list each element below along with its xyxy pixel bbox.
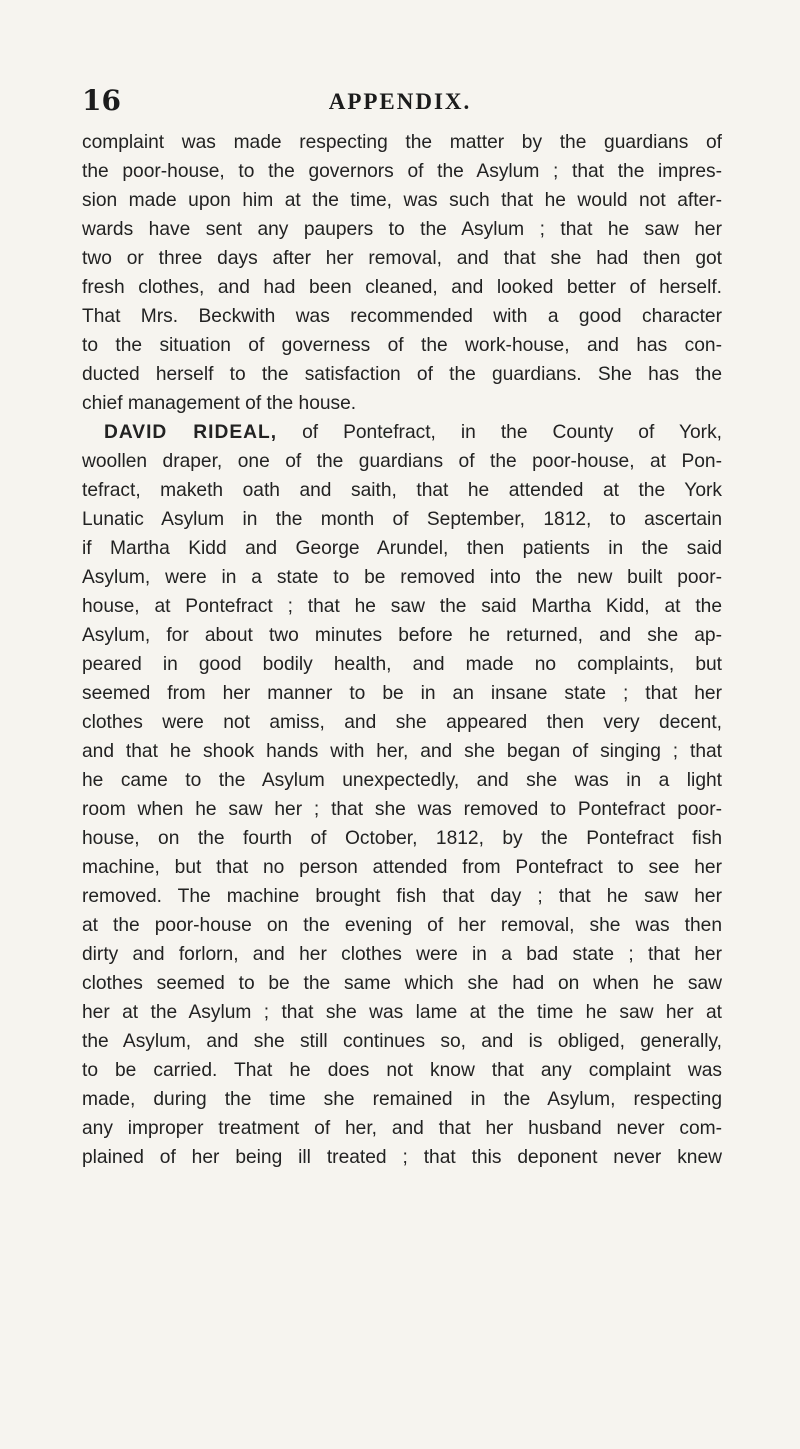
text-line: dirty and forlorn, and her clothes were in a bad state ; that her xyxy=(82,944,722,965)
text-line: That Mrs. Beckwith was recommended with a good character xyxy=(82,306,722,327)
text-line: any improper treatment of her, and that her husband never com- xyxy=(82,1118,722,1139)
text-line: seemed from her manner to be in an insane state ; that her xyxy=(82,683,722,704)
text-line: chief management of the house. xyxy=(82,393,357,414)
running-head: APPENDIX. xyxy=(328,89,472,114)
text-line: ducted herself to the satisfaction of the guardians. She has the xyxy=(82,364,722,385)
body-text xyxy=(82,128,722,1172)
page-number: 16 xyxy=(82,84,121,117)
text-line-deponent xyxy=(82,418,722,447)
text-line: plained of her being ill treated ; that this deponent never knew xyxy=(82,1147,722,1168)
text-line: house, at Pontefract ; that he saw the said Martha Kidd, at the xyxy=(82,596,722,617)
text-line: clothes seemed to be the same which she had on when he saw xyxy=(82,973,722,994)
text-line: woollen draper, one of the guardians of the poor-house, at Pon- xyxy=(82,451,722,472)
text-line: the poor-house, to the governors of the Asylum ; that the impres- xyxy=(82,161,722,182)
page-header xyxy=(82,84,718,118)
text-line: the Asylum, and she still continues so, and is obliged, generally, xyxy=(82,1031,722,1052)
text-line: room when he saw her ; that she was removed to Pontefract poor- xyxy=(82,799,722,820)
text-line: wards have sent any paupers to the Asylum ; that he saw her xyxy=(82,219,722,240)
text-line: and that he shook hands with her, and she began of singing ; that xyxy=(82,741,722,762)
text-line: sion made upon him at the time, was such that he would not after- xyxy=(82,190,722,211)
text-line: Asylum, for about two minutes before he returned, and she ap- xyxy=(82,625,722,646)
text-line: two or three days after her removal, and that she had then got xyxy=(82,248,722,269)
text-line: made, during the time she remained in the Asylum, respecting xyxy=(82,1089,722,1110)
text-line: her at the Asylum ; that she was lame at the time he saw her at xyxy=(82,1002,722,1023)
text-line: at the poor-house on the evening of her removal, she was then xyxy=(82,915,722,936)
text-line: peared in good bodily health, and made no complaints, but xyxy=(82,654,722,675)
text-line: fresh clothes, and had been cleaned, and looked better of herself. xyxy=(82,277,722,298)
text-line: clothes were not amiss, and she appeared then very decent, xyxy=(82,712,722,733)
text-line: he came to the Asylum unexpectedly, and she was in a light xyxy=(82,770,722,791)
text-line: tefract, maketh oath and saith, that he attended at the York xyxy=(82,480,722,501)
text-line: removed. The machine brought fish that day ; that he saw her xyxy=(82,886,722,907)
text-line: to the situation of governess of the work-house, and has con- xyxy=(82,335,722,356)
text-line: if Martha Kidd and George Arundel, then patients in the said xyxy=(82,538,722,559)
deponent-name: DAVID RIDEAL, xyxy=(104,422,278,443)
text-line: Lunatic Asylum in the month of September, 1812, to ascertain xyxy=(82,509,722,530)
text-line: house, on the fourth of October, 1812, by the Pontefract fish xyxy=(82,828,722,849)
text-line: complaint was made respecting the matter by the guardians of xyxy=(82,132,722,153)
text-line: Asylum, were in a state to be removed into the new built poor- xyxy=(82,567,722,588)
deponent-line-text: of Pontefract, in the County of York, xyxy=(302,422,722,443)
text-line: to be carried. That he does not know that any complaint was xyxy=(82,1060,722,1081)
text-line: machine, but that no person attended from Pontefract to see her xyxy=(82,857,722,878)
